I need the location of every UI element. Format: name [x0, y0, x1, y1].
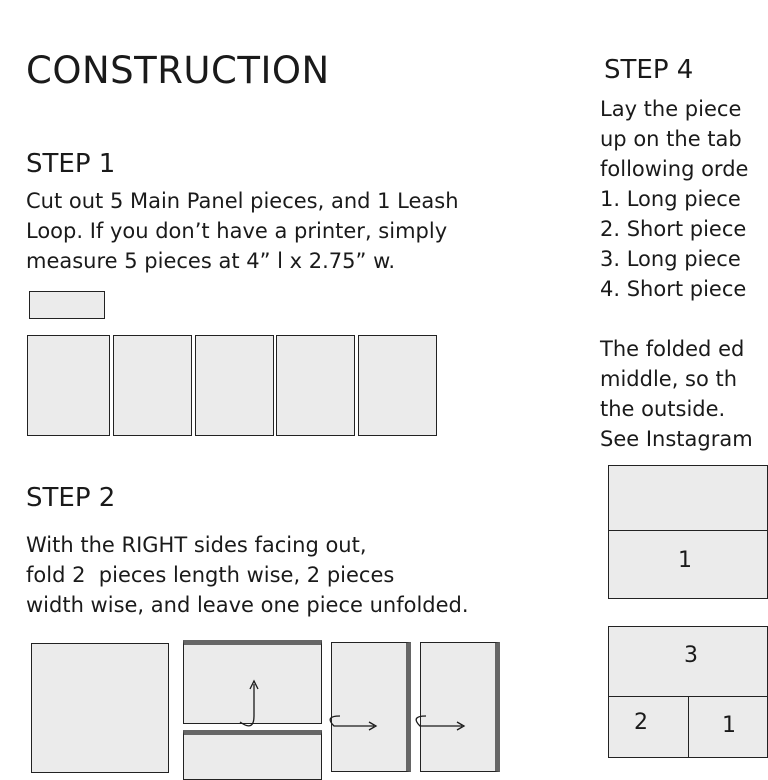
step4-line-4: 1. Long piece: [600, 187, 741, 211]
diagram-number-1-top: 1: [678, 548, 692, 573]
step4-line-9: The folded ed: [600, 337, 745, 361]
step4-line-3: following orde: [600, 157, 749, 181]
step4-line-2: up on the tab: [600, 127, 742, 151]
step4-diagram-clip: [600, 460, 750, 760]
step4-text-clip: [600, 94, 753, 451]
diagram-number-3: 3: [684, 643, 698, 668]
step4-line-1: Lay the piece: [600, 97, 742, 121]
step4-line-8: [600, 304, 753, 334]
step1-line-3: measure 5 pieces at 4” l x 2.75” w.: [26, 249, 396, 273]
step4-top-upper-box: [608, 465, 768, 532]
step1-heading: STEP 1: [26, 149, 116, 179]
step4-text: [600, 94, 753, 454]
diagram-number-2: 2: [634, 710, 648, 735]
step4-heading: STEP 4: [604, 55, 694, 85]
fold-up-arrow-icon: [240, 681, 258, 726]
step4-line-10: middle, so th: [600, 367, 738, 391]
step4-line-12: See Instagram: [600, 427, 753, 451]
step4-line-11: the outside.: [600, 397, 726, 421]
fold-right-arrow-icon-1: [330, 716, 376, 730]
step2-line-1: With the RIGHT sides facing out,: [26, 533, 367, 557]
step4-line-6: 3. Long piece: [600, 247, 741, 271]
diagram-number-1-bottom: 1: [722, 713, 736, 738]
step2-line-2: fold 2 pieces length wise, 2 pieces: [26, 563, 395, 587]
fold-right-arrow-icon-2: [416, 716, 464, 730]
step1-line-2: Loop. If you don’t have a printer, simply: [26, 219, 448, 243]
step1-line-1: Cut out 5 Main Panel pieces, and 1 Leash: [26, 189, 459, 213]
step4-line-7: 4. Short piece: [600, 277, 747, 301]
step2-heading: STEP 2: [26, 483, 116, 513]
step4-bottom-left-box: [608, 696, 690, 758]
step2-line-3: width wise, and leave one piece unfolded.: [26, 593, 469, 617]
step4-line-5: 2. Short piece: [600, 217, 747, 241]
page-title: CONSTRUCTION: [26, 49, 330, 92]
